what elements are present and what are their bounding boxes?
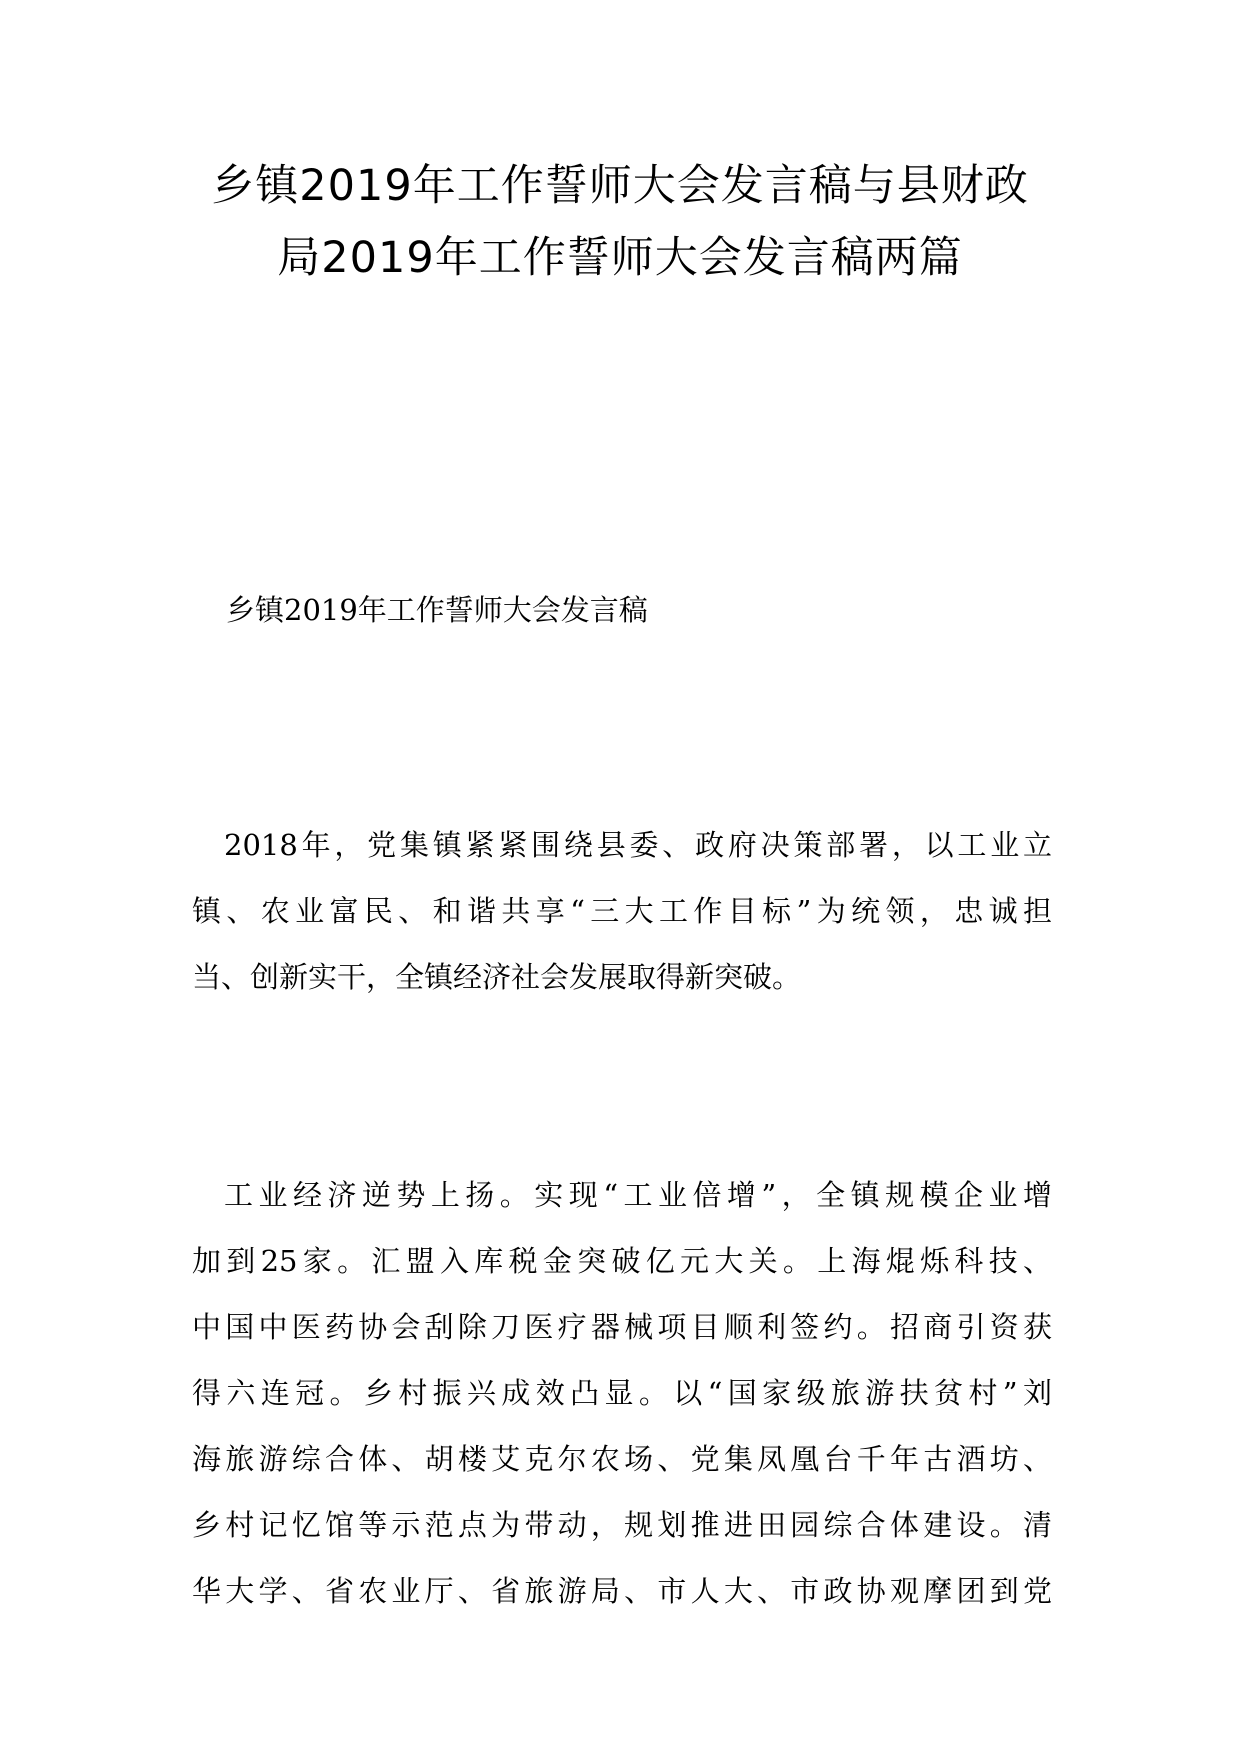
- paragraph-1: [192, 812, 1052, 1010]
- paragraph-1-line-2: 镇、农业富民、和谐共享“三大工作目标”为统领，忠诚担: [192, 894, 1052, 928]
- paragraph-1-line-3: 当、创新实干，全镇经济社会发展取得新突破。: [192, 960, 802, 994]
- paragraph-2-line-7: 华大学、省农业厅、省旅游局、市人大、市政协观摩团到党: [192, 1574, 1052, 1608]
- title-line-1: 乡镇2019年工作誓师大会发言稿与县财政: [211, 161, 1029, 211]
- paragraph-1-line-1: 2018年，党集镇紧紧围绕县委、政府决策部署，以工业立: [224, 828, 1052, 862]
- document-title: [150, 150, 1090, 294]
- title-line-2: 局2019年工作誓师大会发言稿两篇: [277, 233, 963, 283]
- section-subtitle: 乡镇2019年工作誓师大会发言稿: [226, 593, 648, 627]
- paragraph-2-line-2: 加到25家。汇盟入库税金突破亿元大关。上海焜烁科技、: [192, 1244, 1052, 1278]
- paragraph-2: [192, 1162, 1052, 1624]
- paragraph-2-line-4: 得六连冠。乡村振兴成效凸显。以“国家级旅游扶贫村”刘: [192, 1376, 1052, 1410]
- paragraph-2-line-6: 乡村记忆馆等示范点为带动，规划推进田园综合体建设。清: [192, 1508, 1052, 1542]
- paragraph-2-line-5: 海旅游综合体、胡楼艾克尔农场、党集凤凰台千年古酒坊、: [192, 1442, 1052, 1476]
- paragraph-2-line-1: 工业经济逆势上扬。实现“工业倍增”，全镇规模企业增: [224, 1178, 1052, 1212]
- paragraph-2-line-3: 中国中医药协会刮除刀医疗器械项目顺利签约。招商引资获: [192, 1310, 1052, 1344]
